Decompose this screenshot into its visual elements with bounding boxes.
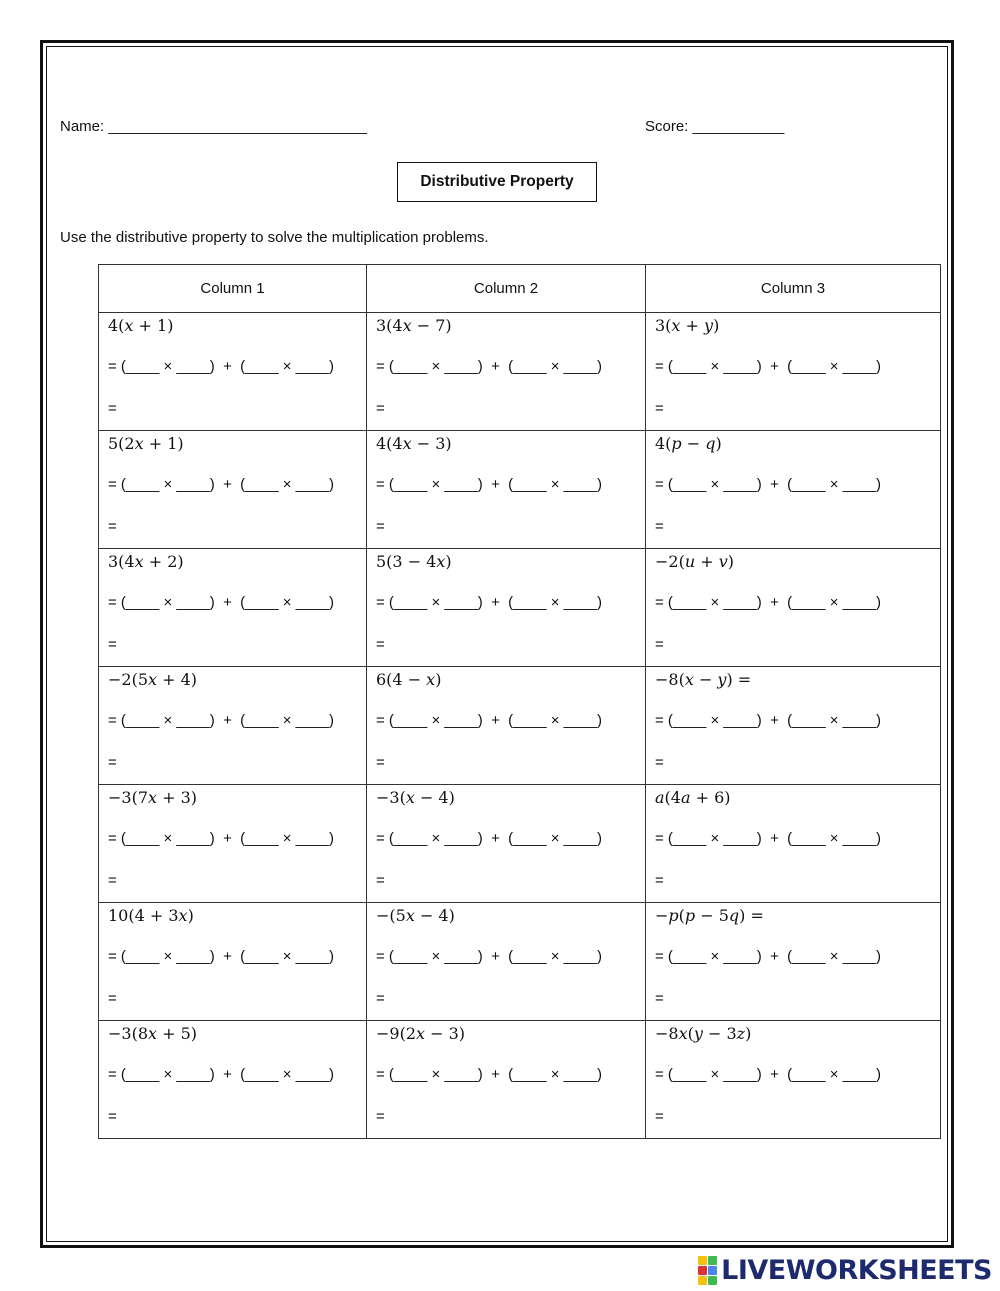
table-row [99, 431, 941, 549]
problem-expression: −8(𝑥 − 𝑦) = [655, 670, 752, 689]
instructions: Use the distributive property to solve the multiplication problems. [60, 229, 489, 246]
problem-expression: 6(4 − 𝑥) [376, 670, 442, 689]
problem-expression: −8𝑥(𝑦 − 3𝑧) [655, 1024, 752, 1043]
problem-expression: −2(5𝑥 + 4) [108, 670, 198, 689]
problem-cell [367, 431, 646, 549]
answer-field[interactable]: = [376, 754, 385, 771]
table-row [99, 549, 941, 667]
table-row [99, 1021, 941, 1139]
answer-field[interactable]: = [376, 872, 385, 889]
name-field[interactable]: Name: _______________________________ [60, 118, 367, 135]
problem-expression: −2(𝑢 + 𝑣) [655, 552, 734, 571]
problem-expression: 4(𝑥 + 1) [108, 316, 174, 335]
logo-block [698, 1266, 707, 1275]
problems-table [98, 264, 941, 1139]
column-header: Column 3 [646, 265, 941, 313]
problem-cell [646, 313, 941, 431]
distribution-step[interactable]: = (____ × ____) + (____ × ____) [376, 948, 603, 965]
table-row [99, 903, 941, 1021]
answer-field[interactable]: = [655, 990, 664, 1007]
table-row [99, 785, 941, 903]
answer-field[interactable]: = [108, 1108, 117, 1125]
problem-expression: 3(4𝑥 + 2) [108, 552, 184, 571]
distribution-step[interactable]: = (____ × ____) + (____ × ____) [655, 476, 882, 493]
problem-cell [367, 785, 646, 903]
distribution-step[interactable]: = (____ × ____) + (____ × ____) [655, 358, 882, 375]
distribution-step[interactable]: = (____ × ____) + (____ × ____) [108, 712, 335, 729]
problem-cell [367, 667, 646, 785]
worksheet-title: Distributive Property [397, 162, 597, 202]
problem-cell [646, 431, 941, 549]
distribution-step[interactable]: = (____ × ____) + (____ × ____) [108, 594, 335, 611]
column-header: Column 1 [99, 265, 367, 313]
answer-field[interactable]: = [655, 518, 664, 535]
answer-field[interactable]: = [655, 636, 664, 653]
score-field[interactable]: Score: ___________ [645, 118, 785, 135]
problem-cell [99, 785, 367, 903]
problem-expression: −3(7𝑥 + 3) [108, 788, 198, 807]
logo-blocks-icon [698, 1256, 717, 1285]
distribution-step[interactable]: = (____ × ____) + (____ × ____) [108, 830, 335, 847]
logo-text: LIVEWORKSHEETS [721, 1254, 992, 1286]
problem-cell [367, 1021, 646, 1139]
problem-expression: −(5𝑥 − 4) [376, 906, 455, 925]
problem-expression: 10(4 + 3𝑥) [108, 906, 194, 925]
table-row [99, 313, 941, 431]
answer-field[interactable]: = [655, 1108, 664, 1125]
distribution-step[interactable]: = (____ × ____) + (____ × ____) [376, 830, 603, 847]
problem-cell [646, 549, 941, 667]
answer-field[interactable]: = [108, 872, 117, 889]
table-row [99, 667, 941, 785]
answer-field[interactable]: = [108, 754, 117, 771]
column-header: Column 2 [367, 265, 646, 313]
distribution-step[interactable]: = (____ × ____) + (____ × ____) [655, 1066, 882, 1083]
table-header-row [99, 265, 941, 313]
problem-cell [646, 785, 941, 903]
liveworksheets-logo [698, 1255, 992, 1285]
distribution-step[interactable]: = (____ × ____) + (____ × ____) [108, 948, 335, 965]
problem-cell [99, 1021, 367, 1139]
distribution-step[interactable]: = (____ × ____) + (____ × ____) [376, 594, 603, 611]
problem-cell [99, 313, 367, 431]
problem-expression: 4(𝑝 − 𝑞) [655, 434, 722, 453]
distribution-step[interactable]: = (____ × ____) + (____ × ____) [655, 594, 882, 611]
problem-expression: −𝑝(𝑝 − 5𝑞) = [655, 906, 764, 925]
problem-cell [646, 667, 941, 785]
answer-field[interactable]: = [376, 1108, 385, 1125]
problem-expression: 5(2𝑥 + 1) [108, 434, 184, 453]
problem-cell [99, 431, 367, 549]
distribution-step[interactable]: = (____ × ____) + (____ × ____) [655, 712, 882, 729]
problem-expression: 3(𝑥 + 𝑦) [655, 316, 720, 335]
distribution-step[interactable]: = (____ × ____) + (____ × ____) [376, 476, 603, 493]
logo-block [708, 1266, 717, 1275]
answer-field[interactable]: = [108, 990, 117, 1007]
distribution-step[interactable]: = (____ × ____) + (____ × ____) [655, 830, 882, 847]
answer-field[interactable]: = [655, 754, 664, 771]
answer-field[interactable]: = [655, 872, 664, 889]
problem-cell [646, 1021, 941, 1139]
problem-cell [367, 903, 646, 1021]
distribution-step[interactable]: = (____ × ____) + (____ × ____) [376, 712, 603, 729]
distribution-step[interactable]: = (____ × ____) + (____ × ____) [376, 358, 603, 375]
distribution-step[interactable]: = (____ × ____) + (____ × ____) [108, 476, 335, 493]
logo-block [698, 1256, 707, 1265]
answer-field[interactable]: = [376, 400, 385, 417]
answer-field[interactable]: = [108, 636, 117, 653]
distribution-step[interactable]: = (____ × ____) + (____ × ____) [655, 948, 882, 965]
problem-cell [99, 549, 367, 667]
answer-field[interactable]: = [376, 990, 385, 1007]
answer-field[interactable]: = [108, 400, 117, 417]
problem-expression: 𝑎(4𝑎 + 6) [655, 788, 731, 807]
problem-expression: −3(8𝑥 + 5) [108, 1024, 198, 1043]
problem-expression: 5(3 − 4𝑥) [376, 552, 452, 571]
logo-block [708, 1256, 717, 1265]
answer-field[interactable]: = [655, 400, 664, 417]
problem-cell [99, 667, 367, 785]
problem-expression: −3(𝑥 − 4) [376, 788, 455, 807]
logo-block [708, 1276, 717, 1285]
distribution-step[interactable]: = (____ × ____) + (____ × ____) [108, 358, 335, 375]
problem-expression: 3(4𝑥 − 7) [376, 316, 452, 335]
problem-cell [367, 313, 646, 431]
problem-cell [646, 903, 941, 1021]
problem-cell [367, 549, 646, 667]
answer-field[interactable]: = [376, 636, 385, 653]
distribution-step[interactable]: = (____ × ____) + (____ × ____) [376, 1066, 603, 1083]
problem-cell [99, 903, 367, 1021]
distribution-step[interactable]: = (____ × ____) + (____ × ____) [108, 1066, 335, 1083]
answer-field[interactable]: = [376, 518, 385, 535]
problem-expression: −9(2𝑥 − 3) [376, 1024, 466, 1043]
problem-expression: 4(4𝑥 − 3) [376, 434, 452, 453]
logo-block [698, 1276, 707, 1285]
answer-field[interactable]: = [108, 518, 117, 535]
